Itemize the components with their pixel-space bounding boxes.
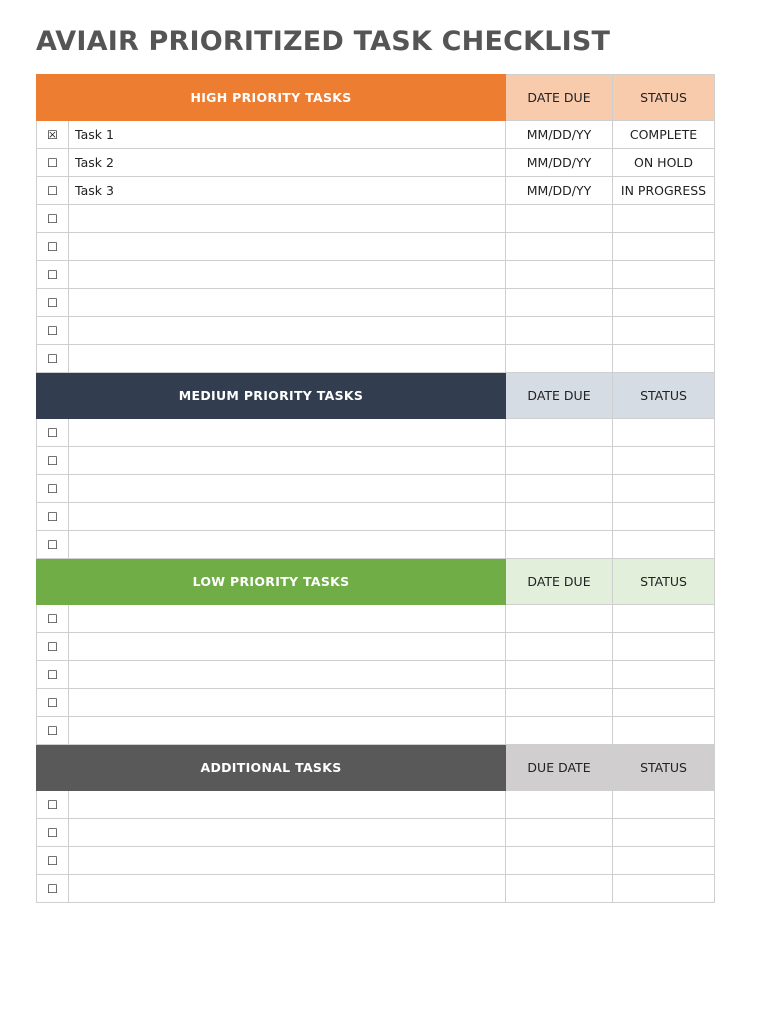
date-column-header: DUE DATE	[506, 745, 613, 791]
table-row	[37, 605, 715, 633]
task-checkbox[interactable]: ☐	[37, 261, 69, 289]
table-row	[37, 317, 715, 345]
section-header-high	[37, 75, 715, 121]
status-cell[interactable]	[613, 791, 715, 819]
task-checkbox[interactable]: ☐	[37, 289, 69, 317]
status-cell[interactable]	[613, 531, 715, 559]
date-column-header: DATE DUE	[506, 75, 613, 121]
section-heading: LOW PRIORITY TASKS	[37, 559, 506, 605]
due-date-cell[interactable]	[506, 261, 613, 289]
due-date-cell[interactable]	[506, 475, 613, 503]
table-row	[37, 419, 715, 447]
table-row	[37, 717, 715, 745]
task-checkbox[interactable]: ☐	[37, 233, 69, 261]
task-name-cell[interactable]	[69, 261, 506, 289]
task-name-cell[interactable]	[69, 689, 506, 717]
task-checkbox[interactable]: ☐	[37, 419, 69, 447]
due-date-cell[interactable]	[506, 661, 613, 689]
task-checkbox[interactable]: ☐	[37, 205, 69, 233]
task-name-cell[interactable]	[69, 205, 506, 233]
status-column-header: STATUS	[613, 745, 715, 791]
table-row	[37, 345, 715, 373]
due-date-cell[interactable]	[506, 847, 613, 875]
due-date-cell[interactable]: MM/DD/YY	[506, 149, 613, 177]
date-column-header: DATE DUE	[506, 559, 613, 605]
task-checkbox[interactable]: ☐	[37, 317, 69, 345]
due-date-cell[interactable]	[506, 875, 613, 903]
section-heading: ADDITIONAL TASKS	[37, 745, 506, 791]
table-row	[37, 661, 715, 689]
task-name-cell[interactable]: Task 1	[69, 121, 506, 149]
section-heading: MEDIUM PRIORITY TASKS	[37, 373, 506, 419]
table-row	[37, 205, 715, 233]
task-name-cell[interactable]	[69, 661, 506, 689]
due-date-cell[interactable]	[506, 605, 613, 633]
due-date-cell[interactable]	[506, 689, 613, 717]
task-name-cell[interactable]: Task 2	[69, 149, 506, 177]
status-cell[interactable]: COMPLETE	[613, 121, 715, 149]
status-column-header: STATUS	[613, 75, 715, 121]
status-cell[interactable]	[613, 689, 715, 717]
table-row	[37, 633, 715, 661]
status-cell[interactable]	[613, 205, 715, 233]
status-cell[interactable]	[613, 633, 715, 661]
section-header-med	[37, 373, 715, 419]
table-row	[37, 503, 715, 531]
status-cell[interactable]	[613, 261, 715, 289]
task-name-cell[interactable]	[69, 233, 506, 261]
section-heading: HIGH PRIORITY TASKS	[37, 75, 506, 121]
status-cell[interactable]	[613, 605, 715, 633]
task-checkbox[interactable]: ☐	[37, 503, 69, 531]
due-date-cell[interactable]: MM/DD/YY	[506, 121, 613, 149]
status-cell[interactable]	[613, 875, 715, 903]
status-column-header: STATUS	[613, 559, 715, 605]
status-cell[interactable]	[613, 475, 715, 503]
task-checklist-sheet	[36, 74, 714, 903]
due-date-cell[interactable]	[506, 345, 613, 373]
task-checkbox[interactable]: ☐	[37, 447, 69, 475]
task-name-cell[interactable]	[69, 289, 506, 317]
table-row	[37, 531, 715, 559]
task-name-cell[interactable]	[69, 605, 506, 633]
table-row	[37, 289, 715, 317]
task-checkbox[interactable]: ☐	[37, 531, 69, 559]
due-date-cell[interactable]	[506, 633, 613, 661]
table-row	[37, 875, 715, 903]
page-title: AVIAIR PRIORITIZED TASK CHECKLIST	[36, 26, 611, 57]
task-checkbox[interactable]: ☐	[37, 791, 69, 819]
task-checkbox[interactable]: ☐	[37, 345, 69, 373]
task-name-cell[interactable]	[69, 531, 506, 559]
due-date-cell[interactable]	[506, 447, 613, 475]
status-cell[interactable]	[613, 233, 715, 261]
task-name-cell[interactable]	[69, 475, 506, 503]
due-date-cell[interactable]: MM/DD/YY	[506, 177, 613, 205]
status-cell[interactable]	[613, 317, 715, 345]
task-checkbox[interactable]: ☐	[37, 819, 69, 847]
task-checkbox[interactable]: ☐	[37, 847, 69, 875]
table-row	[37, 233, 715, 261]
section-header-low	[37, 559, 715, 605]
task-checkbox[interactable]: ☐	[37, 605, 69, 633]
status-cell[interactable]: IN PROGRESS	[613, 177, 715, 205]
task-name-cell[interactable]	[69, 717, 506, 745]
section-header-add	[37, 745, 715, 791]
task-checkbox[interactable]: ☐	[37, 717, 69, 745]
task-table	[36, 74, 715, 903]
task-name-cell[interactable]	[69, 633, 506, 661]
task-name-cell[interactable]	[69, 847, 506, 875]
task-checkbox[interactable]: ☐	[37, 875, 69, 903]
task-checkbox[interactable]: ☒	[37, 121, 69, 149]
status-cell[interactable]	[613, 419, 715, 447]
status-cell[interactable]	[613, 847, 715, 875]
table-row	[37, 791, 715, 819]
table-row	[37, 149, 715, 177]
table-row	[37, 689, 715, 717]
task-name-cell[interactable]	[69, 791, 506, 819]
table-row	[37, 847, 715, 875]
due-date-cell[interactable]	[506, 717, 613, 745]
task-name-cell[interactable]	[69, 419, 506, 447]
status-cell[interactable]	[613, 819, 715, 847]
task-checkbox[interactable]: ☐	[37, 633, 69, 661]
task-checkbox[interactable]: ☐	[37, 177, 69, 205]
task-checkbox[interactable]: ☐	[37, 661, 69, 689]
task-checkbox[interactable]: ☐	[37, 475, 69, 503]
status-cell[interactable]	[613, 345, 715, 373]
due-date-cell[interactable]	[506, 503, 613, 531]
status-cell[interactable]	[613, 447, 715, 475]
due-date-cell[interactable]	[506, 819, 613, 847]
task-checkbox[interactable]: ☐	[37, 149, 69, 177]
due-date-cell[interactable]	[506, 289, 613, 317]
task-name-cell[interactable]	[69, 875, 506, 903]
table-row	[37, 447, 715, 475]
table-row	[37, 121, 715, 149]
task-name-cell[interactable]	[69, 447, 506, 475]
task-name-cell[interactable]	[69, 503, 506, 531]
status-cell[interactable]	[613, 503, 715, 531]
status-column-header: STATUS	[613, 373, 715, 419]
due-date-cell[interactable]	[506, 531, 613, 559]
status-cell[interactable]	[613, 717, 715, 745]
due-date-cell[interactable]	[506, 791, 613, 819]
due-date-cell[interactable]	[506, 419, 613, 447]
table-row	[37, 819, 715, 847]
task-name-cell[interactable]	[69, 819, 506, 847]
date-column-header: DATE DUE	[506, 373, 613, 419]
task-checkbox[interactable]: ☐	[37, 689, 69, 717]
due-date-cell[interactable]	[506, 205, 613, 233]
table-row	[37, 261, 715, 289]
due-date-cell[interactable]	[506, 317, 613, 345]
status-cell[interactable]: ON HOLD	[613, 149, 715, 177]
table-row	[37, 475, 715, 503]
table-row	[37, 177, 715, 205]
task-name-cell[interactable]	[69, 317, 506, 345]
status-cell[interactable]	[613, 661, 715, 689]
task-name-cell[interactable]	[69, 345, 506, 373]
status-cell[interactable]	[613, 289, 715, 317]
task-name-cell[interactable]: Task 3	[69, 177, 506, 205]
due-date-cell[interactable]	[506, 233, 613, 261]
